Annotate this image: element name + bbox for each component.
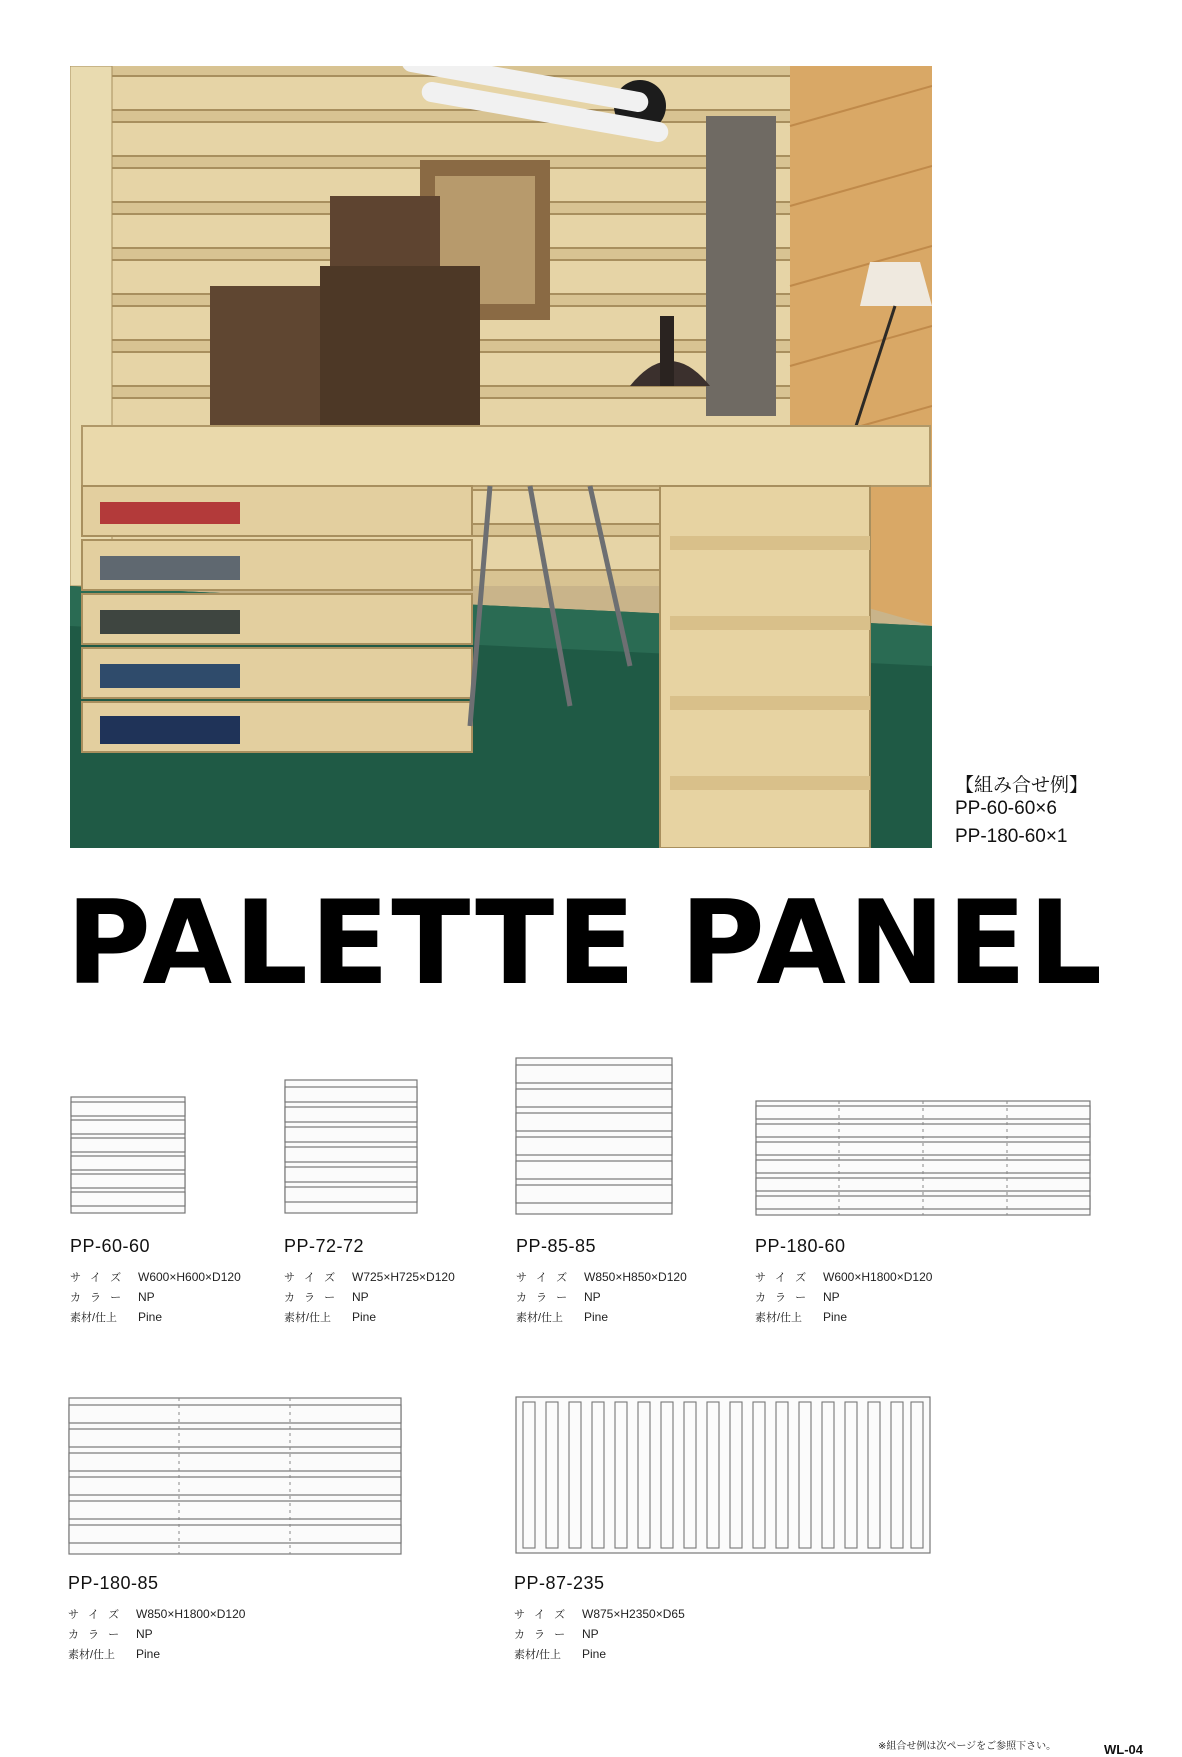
drawing-pp-60-60 <box>70 1096 186 1214</box>
spec-material: Pine <box>584 1310 609 1324</box>
model-number: PP-85-85 <box>516 1236 597 1256</box>
model-number: PP-180-85 <box>68 1573 159 1593</box>
drawing-pp-85-85 <box>515 1057 673 1215</box>
spec-table <box>284 1267 455 1327</box>
hero-photo <box>70 66 932 848</box>
spec-material: Pine <box>582 1647 607 1661</box>
spec-label: 素材/仕上 <box>516 1312 564 1324</box>
product-pp-72-72 <box>284 1236 455 1327</box>
spec-material: Pine <box>136 1647 161 1661</box>
spec-label: 素材/仕上 <box>284 1312 332 1324</box>
spec-label: サ イ ズ <box>70 1272 125 1284</box>
drawing-pp-180-60 <box>755 1100 1091 1216</box>
spec-label: カ ラ ー <box>68 1629 123 1641</box>
spec-label: サ イ ズ <box>514 1609 569 1621</box>
spec-label: 素材/仕上 <box>70 1312 118 1324</box>
product-pp-180-85 <box>68 1573 245 1664</box>
model-number: PP-180-60 <box>755 1236 846 1256</box>
product-pp-87-235 <box>514 1573 685 1664</box>
spec-color: NP <box>582 1627 599 1641</box>
spec-label: 素材/仕上 <box>514 1649 562 1661</box>
spec-color: NP <box>352 1290 369 1304</box>
spec-label: カ ラ ー <box>755 1292 810 1304</box>
spec-table <box>70 1267 241 1327</box>
drawing-pp-87-235 <box>515 1396 931 1554</box>
spec-size: W875×H2350×D65 <box>582 1607 685 1621</box>
spec-size: W850×H850×D120 <box>584 1270 687 1284</box>
combo-title: 【組み合せ例】 <box>955 775 1089 796</box>
spec-label: カ ラ ー <box>70 1292 125 1304</box>
spec-table <box>514 1604 685 1664</box>
spec-label: カ ラ ー <box>516 1292 571 1304</box>
model-number: PP-72-72 <box>284 1236 365 1256</box>
spec-color: NP <box>136 1627 153 1641</box>
combo-item: PP-60-60×6 <box>955 798 1057 819</box>
page-title: PALETTE PANEL <box>66 876 1105 1011</box>
model-number: PP-87-235 <box>514 1573 605 1593</box>
spec-material: Pine <box>138 1310 163 1324</box>
footer-note: ※組合せ例は次ページをご参照下さい。 <box>878 1741 1057 1752</box>
page-code: WL-04 <box>1104 1742 1143 1757</box>
spec-color: NP <box>138 1290 155 1304</box>
hero-photo-illustration <box>70 66 932 848</box>
drawing-pp-180-85 <box>68 1397 402 1555</box>
spec-color: NP <box>823 1290 840 1304</box>
spec-size: W725×H725×D120 <box>352 1270 455 1284</box>
product-pp-60-60 <box>70 1236 241 1327</box>
spec-table <box>68 1604 245 1664</box>
spec-label: サ イ ズ <box>284 1272 339 1284</box>
spec-color: NP <box>584 1290 601 1304</box>
spec-material: Pine <box>823 1310 848 1324</box>
product-pp-85-85 <box>516 1236 687 1327</box>
spec-size: W600×H600×D120 <box>138 1270 241 1284</box>
spec-label: サ イ ズ <box>516 1272 571 1284</box>
product-pp-180-60 <box>755 1236 932 1327</box>
spec-size: W850×H1800×D120 <box>136 1607 246 1621</box>
spec-label: カ ラ ー <box>514 1629 569 1641</box>
model-number: PP-60-60 <box>70 1236 151 1256</box>
combo-item: PP-180-60×1 <box>955 826 1068 847</box>
spec-size: W600×H1800×D120 <box>823 1270 933 1284</box>
drawing-pp-72-72 <box>284 1079 418 1214</box>
spec-table <box>516 1267 687 1327</box>
spec-label: 素材/仕上 <box>68 1649 116 1661</box>
spec-material: Pine <box>352 1310 377 1324</box>
spec-label: サ イ ズ <box>68 1609 123 1621</box>
spec-label: カ ラ ー <box>284 1292 339 1304</box>
spec-label: サ イ ズ <box>755 1272 810 1284</box>
spec-label: 素材/仕上 <box>755 1312 803 1324</box>
spec-table <box>755 1267 932 1327</box>
